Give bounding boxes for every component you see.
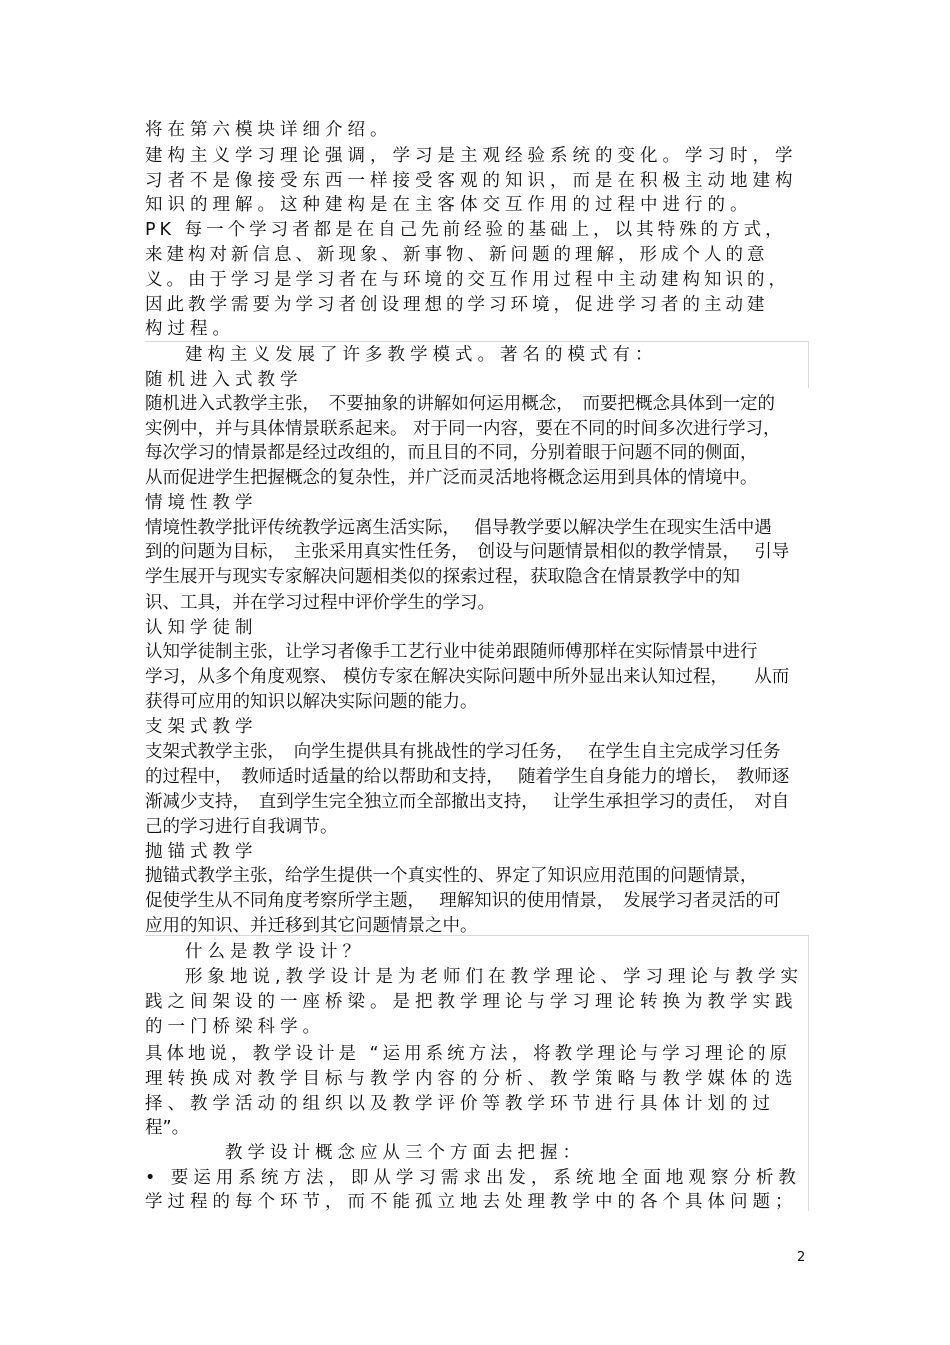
intro-line: PK 每一个学习者都是在自己先前经验的基础上，以其特殊的方式， bbox=[145, 220, 787, 240]
body-line: 获得可应用的知识以解决实际问题的能力。 bbox=[145, 692, 478, 712]
bullet-line: 学过程的每个环节，而不能孤立地去处理教学中的各个具体问题； bbox=[145, 1192, 798, 1212]
body-line: 识、工具，并在学习过程中评价学生的学习。 bbox=[145, 593, 495, 613]
body-line: 的过程中， 教师适时适量的给以帮助和支持， 随着学生自身能力的增长， 教师逐 bbox=[145, 767, 790, 787]
design-question: 什么是教学设计？ bbox=[185, 942, 365, 962]
body-line: 支架式教学主张， 向学生提供具有挑战性的学习任务， 在学生自主完成学习任务 bbox=[145, 742, 781, 762]
intro-line: 知识的理解。这种建构是在主客体交互作用的过程中进行的。 bbox=[145, 195, 753, 215]
design-line: 形象地说,教学设计是为老师们在教学理论、学习理论与教学实 bbox=[185, 967, 804, 987]
body-line: 学习，从多个角度观察、 模仿专家在解决实际问题中所外显出来认知过程， 从而 bbox=[145, 667, 790, 687]
intro-line: 来建构对新信息、新现象、新事物、新问题的理解，形成个人的意 bbox=[145, 245, 769, 265]
body-line: 抛锚式教学主张，给学生提供一个真实性的、界定了知识应用范围的问题情景， bbox=[145, 866, 758, 886]
intro-line: 将在第六模块详细介绍。 bbox=[145, 120, 393, 140]
intro-line: 建构主义学习理论强调，学习是主观经验系统的变化。学习时，学 bbox=[145, 146, 798, 166]
body-line: 应用的知识、并迁移到其它问题情景之中。 bbox=[145, 916, 478, 936]
section-heading: 支架式教学 bbox=[145, 717, 258, 737]
intro-line: 义。由于学习是学习者在与环境的交互作用过程中主动建构知识的， bbox=[145, 270, 790, 290]
design-line: 践之间架设的一座桥梁。是把教学理论与学习理论转换为教学实践 bbox=[145, 992, 798, 1012]
body-line: 到的问题为目标， 主张采用真实性任务， 创设与问题情景相似的教学情景， 引导 bbox=[145, 542, 790, 562]
body-line: 认知学徒制主张，让学习者像手工艺行业中徒弟跟随师傅那样在实际情景中进行 bbox=[145, 642, 758, 662]
bullet-line: • 要运用系统方法，即从学习需求出发，系统地全面地观察分析教 bbox=[145, 1168, 801, 1188]
section-heading: 随机进入式教学 bbox=[145, 370, 303, 390]
section-heading: 抛锚式教学 bbox=[145, 842, 258, 862]
body-line: 实例中，并与具体情景联系起来。 对于同一内容，要在不同的时间多次进行学习， bbox=[145, 419, 781, 439]
body-line: 己的学习进行自我调节。 bbox=[145, 817, 338, 837]
body-line: 促使学生从不同角度考察所学主题， 理解知识的使用情景， 发展学习者灵活的可 bbox=[145, 891, 781, 911]
body-line: 从而促进学生把握概念的复杂性，并广泛而灵活地将概念运用到具体的情境中。 bbox=[145, 468, 758, 488]
section-heading: 认知学徒制 bbox=[145, 618, 258, 638]
body-line: 学生展开与现实专家解决问题相类似的探索过程，获取隐含在情景教学中的知 bbox=[145, 567, 740, 587]
body-line: 渐减少支持， 直到学生完全独立而全部撤出支持， 让学生承担学习的责任， 对自 bbox=[145, 792, 790, 812]
design-line: 理转换成对教学目标与教学内容的分析、教学策略与教学媒体的选 bbox=[145, 1069, 798, 1089]
intro-line: 习者不是像接受东西一样接受客观的知识，而是在积极主动地建构 bbox=[145, 171, 798, 191]
intro-line: 因此教学需要为学习者创设理想的学习环境，促进学习者的主动建 bbox=[145, 295, 769, 315]
models-intro: 建构主义发展了许多教学模式。著名的模式有： bbox=[185, 345, 658, 365]
intro-line: 构过程。 bbox=[145, 319, 235, 339]
page-number: 2 bbox=[797, 1250, 806, 1265]
design-line: 具体地说，教学设计是 “运用系统方法，将教学理论与学习理论的原 bbox=[145, 1044, 792, 1064]
body-line: 情境性教学批评传统教学远离生活实际， 倡导教学要以解决学生在现实生活中遇 bbox=[145, 518, 772, 538]
design-line: 程”。 bbox=[145, 1118, 190, 1138]
design-line: 择、教学活动的组织以及教学评价等教学环节进行具体计划的过 bbox=[145, 1094, 775, 1114]
body-line: 随机进入式教学主张， 不要抽象的讲解如何运用概念， 而要把概念具体到一定的 bbox=[145, 394, 775, 414]
design-line: 的一门桥梁科学。 bbox=[145, 1017, 325, 1037]
section-heading: 情境性教学 bbox=[145, 493, 258, 513]
body-line: 每次学习的情景都是经过改组的，而且目的不同，分别着眼于问题不同的侧面， bbox=[145, 443, 758, 463]
grasp-intro: 教学设计概念应从三个方面去把握： bbox=[225, 1143, 585, 1163]
